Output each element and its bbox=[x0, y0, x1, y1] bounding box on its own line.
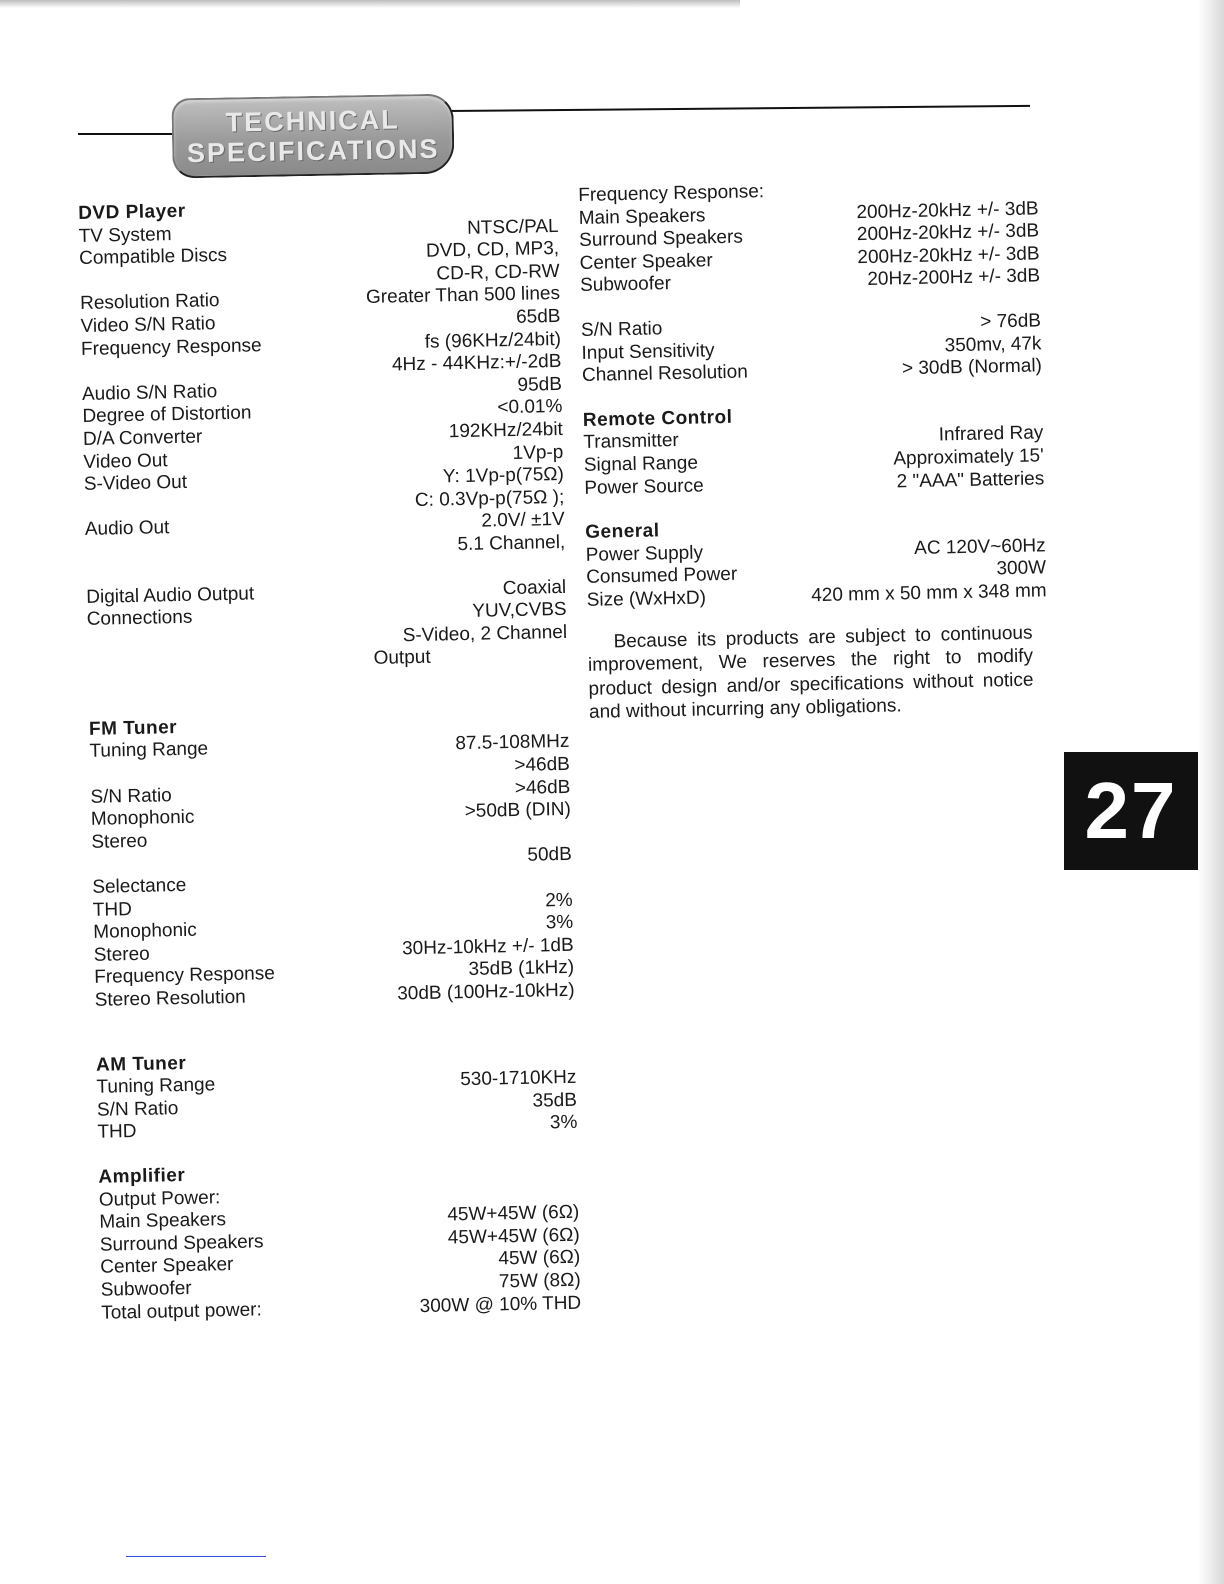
spec-label: Input Sensitivity bbox=[581, 339, 715, 364]
spec-value: >46dB bbox=[514, 776, 571, 799]
spec-value: > 30dB (Normal) bbox=[901, 355, 1043, 380]
spec-value: 300W bbox=[996, 557, 1047, 580]
banner-title-line2: SPECIFICATIONS bbox=[186, 133, 440, 169]
spec-value: 192KHz/24bit bbox=[448, 418, 564, 443]
header-rule-left bbox=[78, 133, 182, 135]
spec-label: Subwoofer bbox=[100, 1277, 192, 1301]
spec-label: Video Out bbox=[83, 449, 168, 473]
spec-label: Power Source bbox=[584, 474, 704, 499]
spec-label: Audio S/N Ratio bbox=[81, 380, 218, 405]
spec-label: D/A Converter bbox=[82, 426, 203, 450]
spec-label: THD bbox=[97, 1121, 137, 1144]
section-heading-fm: FM Tuner bbox=[88, 716, 178, 740]
spec-label: Tuning Range bbox=[89, 738, 209, 763]
spec-label: Power Supply bbox=[585, 542, 704, 566]
spec-value: 35dB bbox=[532, 1089, 578, 1112]
spec-label: Main Speakers bbox=[578, 204, 706, 229]
spec-value: Coaxial bbox=[502, 576, 567, 599]
spec-label: Stereo Resolution bbox=[94, 986, 246, 1011]
spec-value: 45W (6Ω) bbox=[498, 1247, 581, 1270]
spec-label: Subwoofer bbox=[579, 273, 672, 297]
spec-label: Tuning Range bbox=[96, 1074, 216, 1098]
spec-value: 420 mm x 50 mm x 348 mm bbox=[810, 580, 1047, 607]
spec-value: 530-1710KHz bbox=[460, 1066, 577, 1091]
spec-label: Size (WxHxD) bbox=[586, 587, 707, 611]
spec-label: Frequency Response: bbox=[578, 181, 765, 206]
spec-label: Consumed Power bbox=[586, 564, 738, 589]
spec-value: Infrared Ray bbox=[938, 422, 1044, 446]
spec-label: Center Speaker bbox=[100, 1254, 234, 1279]
spec-label: Degree of Distortion bbox=[82, 402, 252, 428]
section-heading-remote: Remote Control bbox=[582, 406, 733, 431]
spec-value: 95dB bbox=[517, 373, 563, 396]
spec-value: S-Video, 2 Channel bbox=[402, 621, 568, 646]
spec-value: Output bbox=[373, 646, 431, 670]
spec-label: Total output power: bbox=[101, 1298, 262, 1324]
spec-value: AC 120V~60Hz bbox=[913, 535, 1046, 559]
disclaimer-paragraph: Because its products are subject to continuous improvement, We reserves the right to modify product design and/or specifications without notice and without incurring any obligations. bbox=[587, 622, 1034, 723]
spec-label: Compatible Discs bbox=[78, 245, 228, 270]
spec-label: Surround Speakers bbox=[99, 1231, 264, 1256]
spec-value: 65dB bbox=[515, 305, 561, 328]
spec-value: 30dB (100Hz-10kHz) bbox=[396, 979, 575, 1005]
spec-label: Frequency Response bbox=[80, 334, 262, 360]
spec-label: THD bbox=[92, 898, 133, 921]
spec-value: >50dB (DIN) bbox=[464, 799, 572, 823]
spec-value: 200Hz-20kHz +/- 3dB bbox=[856, 220, 1040, 246]
spec-value: 2 "AAA" Batteries bbox=[896, 467, 1045, 492]
spec-label: Main Speakers bbox=[99, 1209, 227, 1233]
section-heading-dvd: DVD Player bbox=[78, 200, 186, 224]
spec-label: Resolution Ratio bbox=[79, 290, 220, 315]
spec-value: CD-R, CD-RW bbox=[436, 260, 560, 285]
spec-label: TV System bbox=[78, 223, 172, 247]
spec-value: Approximately 15' bbox=[893, 445, 1044, 470]
spec-value: YUV,CVBS bbox=[472, 598, 567, 622]
spec-value: 4Hz - 44KHz:+/-2dB bbox=[391, 351, 562, 376]
spec-label: Signal Range bbox=[583, 452, 699, 476]
spec-value: <0.01% bbox=[497, 396, 563, 419]
spec-value: > 76dB bbox=[979, 310, 1042, 333]
spec-value: Greater Than 500 lines bbox=[365, 283, 561, 309]
spec-value: 35dB (1kHz) bbox=[468, 957, 575, 981]
spec-label: Connections bbox=[86, 606, 193, 631]
spec-value: fs (96KHz/24bit) bbox=[424, 328, 562, 353]
spec-label: Audio Out bbox=[84, 517, 170, 541]
scan-edge-top bbox=[0, 0, 740, 8]
spec-label: Stereo bbox=[93, 943, 150, 966]
spec-value: 87.5-108MHz bbox=[455, 731, 570, 755]
spec-label: S/N Ratio bbox=[96, 1097, 179, 1121]
spec-value: 350mv, 47k bbox=[944, 332, 1042, 356]
footer-rule bbox=[126, 1556, 266, 1557]
spec-value: 1Vp-p bbox=[512, 441, 564, 464]
spec-value: 75W (8Ω) bbox=[498, 1269, 581, 1293]
spec-value: 45W+45W (6Ω) bbox=[447, 1201, 580, 1226]
spec-label: Surround Speakers bbox=[578, 226, 744, 252]
spec-value: 30Hz-10kHz +/- 1dB bbox=[401, 934, 574, 960]
header-rule-right bbox=[448, 105, 1030, 112]
spec-value: 3% bbox=[545, 912, 574, 934]
spec-value: 20Hz-200Hz +/- 3dB bbox=[867, 265, 1041, 291]
spec-value: 300W @ 10% THD bbox=[419, 1292, 582, 1317]
spec-value: 50dB bbox=[527, 844, 572, 867]
banner-title-line1: TECHNICAL bbox=[225, 104, 400, 138]
spec-label: Video S/N Ratio bbox=[80, 313, 216, 337]
spec-value: 200Hz-20kHz +/- 3dB bbox=[857, 243, 1040, 268]
spec-value: 2% bbox=[545, 889, 573, 911]
section-banner bbox=[171, 94, 454, 179]
page-number-tab: 27 bbox=[1064, 752, 1198, 870]
section-heading-amplifier: Amplifier bbox=[98, 1164, 186, 1188]
spec-column-right bbox=[578, 175, 1049, 724]
spec-value: Y: 1Vp-p(75Ω) bbox=[442, 464, 565, 488]
spec-label: Monophonic bbox=[90, 806, 195, 831]
spec-label: Digital Audio Output bbox=[86, 582, 255, 608]
spec-label: Stereo bbox=[91, 830, 148, 853]
spec-column-left bbox=[78, 193, 581, 1325]
spec-value: >46dB bbox=[514, 753, 571, 777]
spec-label: Frequency Response bbox=[94, 963, 276, 989]
spec-value: 200Hz-20kHz +/- 3dB bbox=[856, 197, 1039, 223]
spec-label: S/N Ratio bbox=[90, 784, 172, 808]
spec-value: 3% bbox=[549, 1112, 578, 1134]
section-heading-general: General bbox=[585, 520, 660, 544]
spec-label: Channel Resolution bbox=[581, 361, 749, 387]
section-heading-am: AM Tuner bbox=[95, 1052, 187, 1076]
spec-label: Center Speaker bbox=[579, 249, 713, 274]
spec-value: 5.1 Channel, bbox=[457, 531, 566, 556]
spec-value: NTSC/PAL bbox=[466, 215, 559, 239]
scan-edge-right bbox=[1198, 0, 1224, 1584]
spec-label: S/N Ratio bbox=[580, 318, 663, 341]
spec-label: Selectance bbox=[92, 874, 187, 898]
spec-label: Transmitter bbox=[583, 430, 679, 454]
spec-label: S-Video Out bbox=[83, 471, 188, 496]
spec-label: Monophonic bbox=[93, 919, 198, 944]
spec-value: DVD, CD, MP3, bbox=[425, 238, 560, 262]
spec-value: 45W+45W (6Ω) bbox=[447, 1224, 580, 1249]
spec-value: C: 0.3Vp-p(75Ω ); bbox=[414, 486, 565, 511]
spec-label: Output Power: bbox=[98, 1186, 221, 1211]
spec-value: 2.0V/ ±1V bbox=[481, 509, 565, 532]
